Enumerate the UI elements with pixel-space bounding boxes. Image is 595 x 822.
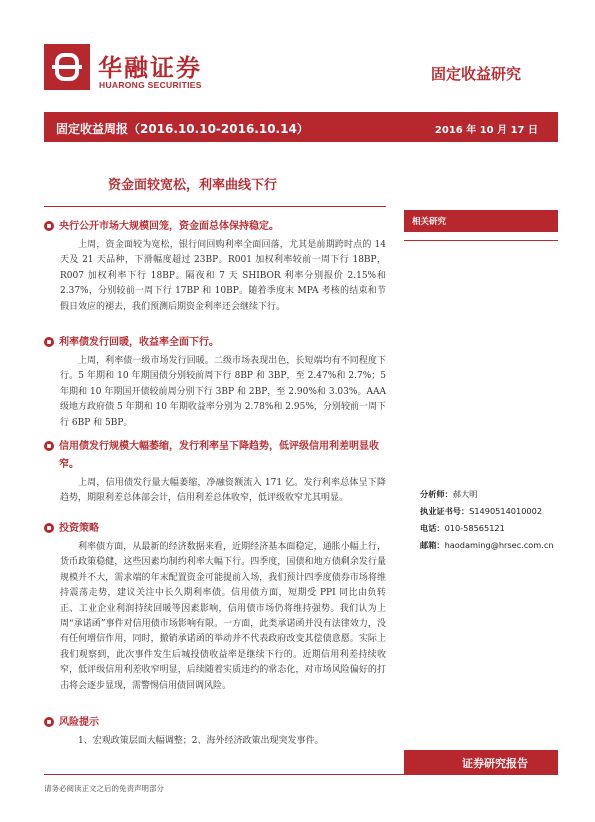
section-body: 上周，利率债一级市场发行回暖。二级市场表现出色，长短端均有不同程度下行。5 年期和 10 年期国债分别较前周下行 8BP 和 3BP，至 2.47%和 2.7%；5 年期和 10 年期国开债较前周分别下行 3BP 和 2BP，至 2.90%和 3.03%。AAA 级地方政府债 5 年期和 10 年期收益率分别为 2.78%和 2.95%，分别较前一周下行 6BP 和 5BP。 — [60, 356, 386, 428]
footer-divider — [44, 774, 558, 775]
bullet-icon — [44, 441, 54, 451]
footer-tag — [404, 750, 558, 774]
disclaimer: 请务必阅读正文之后的免责声明部分 — [44, 784, 164, 793]
section-heading: 风险提示 — [59, 717, 99, 728]
bullet-icon — [44, 717, 54, 727]
title-divider — [44, 206, 386, 207]
report-banner — [44, 112, 558, 142]
section-body: 上周，信用债发行量大幅萎缩，净融资额流入 171 亿。发行利率总体呈下降趋势，期限利差总体部会计，信用利差总体收窄，低评级收窄尤其明显。 — [60, 478, 386, 504]
email-label: 邮箱： — [420, 540, 445, 550]
section-heading: 投资策略 — [59, 523, 99, 534]
bullet-icon — [44, 523, 54, 533]
section-body: 利率债方面，从最新的经济数据来看，近期经济基本面稳定，通胀小幅上行，货币政策稳健，这些因素均制约利率大幅下行。四季度，国债和地方债剩余发行量规模并不大，需求端的年末配置资金可能提前入场，我们预计四季度债券市场将维持震荡走势，建议关注中长久期利率债。信用债方面，短期受 PPI 同比由负转正、工业企业利润持续回暖等因素影响，信用债市场仍将维持强势。我们认为上周“承诺函”事件对信用债市场影响有限。一方面，此类承诺函并没有法律效力，没有任何增信作用，同时，撤销承诺函的举动并不代表政府改变其偿债意愿。实际上我们观察到，此次事件发生后城投债收益率是继续下行的。近期信用利差持续收窄，低评级信用利差收窄明显，后续随着实质违约的常态化，对市场风险偏好的打击将会逐步显现，需警惕信用债回调风险。 — [60, 542, 386, 691]
sidebar-divider — [404, 240, 558, 241]
section-rate-bonds — [44, 334, 386, 431]
section-body: 1、宏观政策层面大幅调整；2、海外经济政策出现突发事件。 — [78, 736, 324, 746]
phone-label: 电话： — [420, 523, 445, 533]
report-title: 固定收益周报（2016.10.10-2016.10.14） — [56, 122, 309, 136]
section-heading: 央行公开市场大规模回笼，资金面总体保持稳定。 — [59, 221, 279, 232]
section-credit-bonds — [44, 438, 386, 507]
related-research-label: 相关研究 — [412, 217, 447, 227]
cert-label: 执业证书号： — [420, 506, 470, 516]
brand-name-en: HUARONG SECURITIES — [99, 80, 202, 90]
company-logo — [44, 44, 90, 90]
analyst-info — [420, 486, 554, 554]
section-heading: 利率债发行回暖，收益率全面下行。 — [59, 337, 219, 348]
bullet-icon — [44, 221, 54, 231]
section-heading: 信用债发行规模大幅萎缩，发行利率呈下降趋势，低评级信用利差明显收窄。 — [59, 441, 379, 470]
report-date: 2016 年 10 月 17 日 — [434, 125, 538, 136]
analyst-name: 郝大明 — [452, 489, 478, 499]
brand-name-cn: 华融证券 — [98, 54, 202, 82]
cert-number: S1490514010002 — [469, 506, 543, 516]
bullet-icon — [44, 337, 54, 347]
analyst-label: 分析师： — [420, 489, 453, 499]
section-risk — [44, 714, 386, 749]
section-liquidity — [44, 218, 386, 315]
report-category: 固定收益研究 — [431, 65, 522, 83]
email-address: haodaming@hrsec.com.cn — [444, 540, 554, 550]
phone-number: 010-58565121 — [444, 523, 505, 533]
related-research-tag — [404, 210, 558, 232]
main-title: 资金面较宽松，利率曲线下行 — [107, 178, 277, 193]
footer-tag-label: 证券研究报告 — [462, 757, 528, 770]
section-strategy — [44, 520, 386, 694]
section-body: 上周，资金面较为宽松，银行间回购利率全面回落，尤其是前期跨时点的 14 天及 21 天品种，下滑幅度超过 23BP。R001 加权利率较前一周下行 18BP，R007 加权利率下行 18BP。隔夜和 7 天 SHIBOR 利率分别报价 2.15%和 2.37%，分别较前一周下行 17BP 和 10BP。随着季度末 MPA 考核的结束和节假日效应的褪去，我们预测后期资金利率还会继续下行。 — [60, 240, 386, 312]
